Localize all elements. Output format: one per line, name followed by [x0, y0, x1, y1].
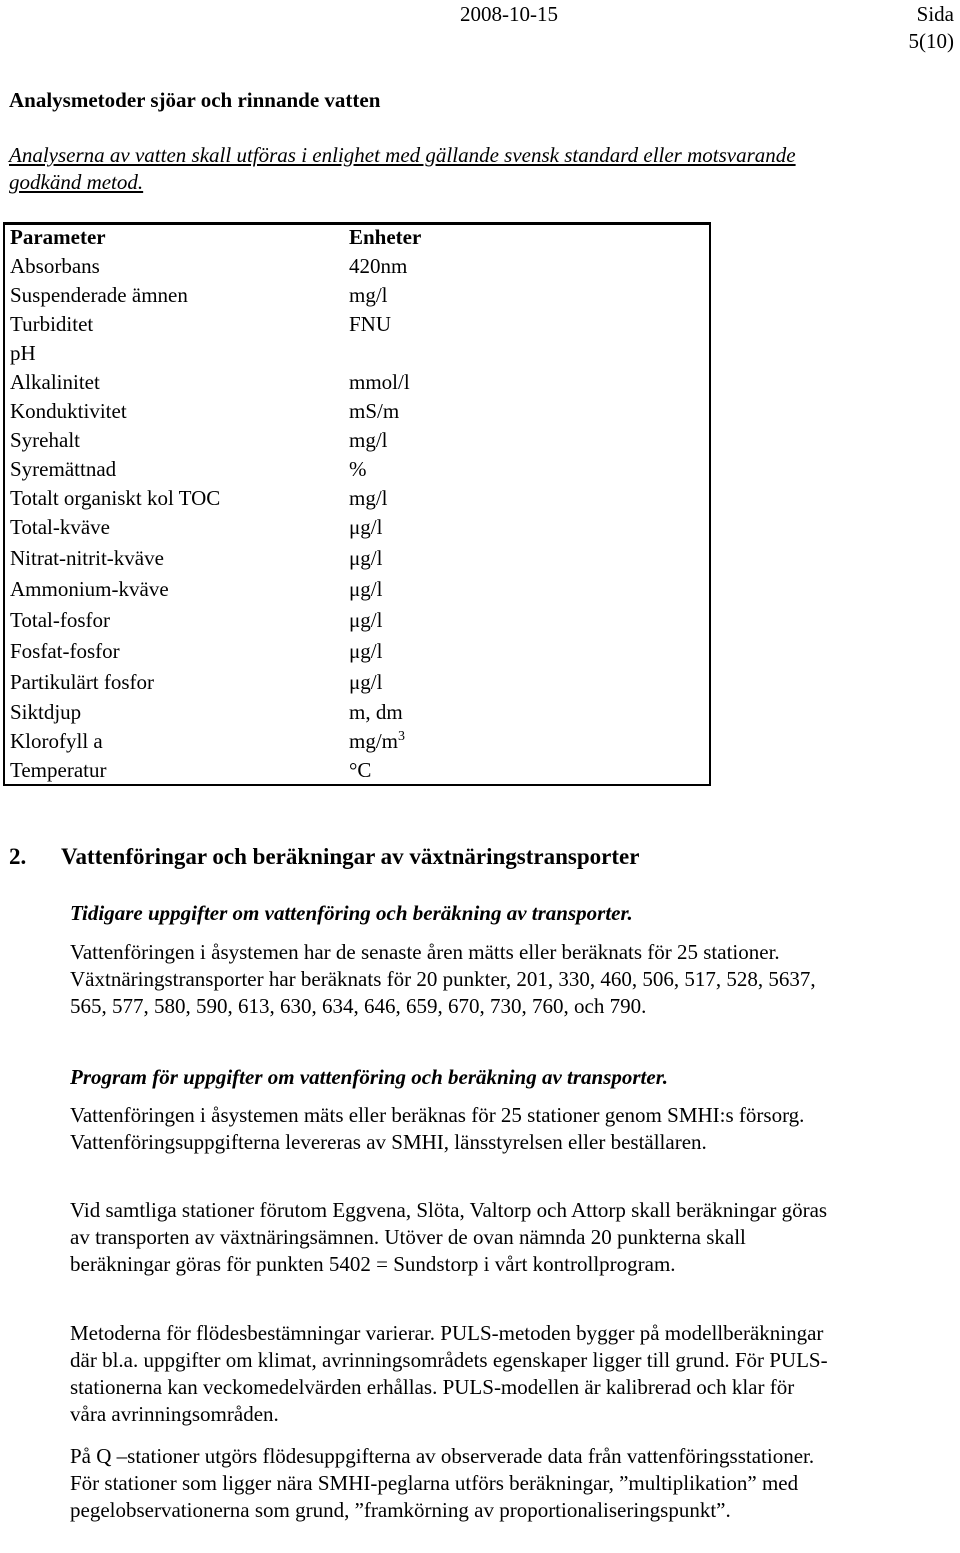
parameter-cell: Alkalinitet	[10, 370, 100, 394]
unit-text: μg/l	[349, 577, 383, 601]
table-row	[5, 253, 709, 282]
header-unit: Enheter	[349, 225, 422, 249]
unit-text: mmol/l	[349, 370, 410, 394]
table-row	[5, 728, 709, 757]
page-label: Sida	[916, 2, 954, 26]
parameter-cell: Total-kväve	[10, 515, 110, 539]
table-row	[5, 340, 709, 369]
unit-cell	[349, 545, 382, 572]
table-row	[5, 398, 709, 427]
unit-cell	[349, 456, 367, 483]
paragraph-transport-calc: Vid samtliga stationer förutom Eggvena, Slöta, Valtorp och Attorp skall beräkningar göras av transporten av växtnäringsämnen. Utöver de ovan nämnda 20 punkterna skall beräkningar göras för punkten 5402 = Sundstorp i vårt kontrollprogram.	[70, 1198, 828, 1276]
parameter-cell: pH	[10, 341, 36, 365]
table-row	[5, 427, 709, 456]
unit-cell	[349, 699, 403, 726]
table-row	[5, 699, 709, 728]
unit-text: °C	[349, 758, 372, 782]
unit-cell	[349, 311, 391, 338]
parameter-cell: Siktdjup	[10, 700, 82, 724]
page-number: 5(10)	[908, 29, 954, 53]
subheading-previous-data: Tidigare uppgifter om vattenföring och beräkning av transporter.	[70, 901, 633, 925]
unit-cell	[349, 282, 388, 309]
parameter-cell: Syrehalt	[10, 428, 80, 452]
table-row	[5, 282, 709, 311]
table-row	[5, 514, 709, 543]
table-row	[5, 545, 709, 574]
unit-cell	[349, 757, 371, 784]
section-heading: Analysmetoder sjöar och rinnande vatten	[9, 88, 381, 112]
paragraph-puls: Metoderna för flödesbestämningar varierar. PULS-metoden bygger på modellberäkningar där bl.a. uppgifter om klimat, avrinningsområdets egenskaper ligger till grund. För PULS-stationerna kan veckomedelvärden erhållas. PULS-modellen är kalibrerad och klar för våra avrinningsområden.	[70, 1321, 828, 1426]
parameter-cell: Konduktivitet	[10, 399, 127, 423]
table-row	[5, 456, 709, 485]
parameter-cell: Totalt organiskt kol TOC	[10, 486, 221, 510]
table-row	[5, 485, 709, 514]
parameter-cell: Nitrat-nitrit-kväve	[10, 546, 164, 570]
parameter-cell: Suspenderade ämnen	[10, 283, 188, 307]
parameter-cell: Temperatur	[10, 758, 107, 782]
parameter-cell: Ammonium-kväve	[10, 577, 169, 601]
parameter-cell: Partikulärt fosfor	[10, 670, 155, 694]
unit-text: %	[349, 457, 367, 481]
unit-text: mg/l	[349, 283, 388, 307]
unit-cell	[349, 669, 382, 696]
intro-text: Analyserna av vatten skall utföras i enlighet med gällande svensk standard eller motsvarande godkänd metod.	[9, 143, 796, 194]
chapter-title: Vattenföringar och beräkningar av växtnäringstransporter	[61, 844, 640, 869]
unit-text: μg/l	[349, 515, 383, 539]
unit-cell	[349, 253, 407, 280]
unit-text: μg/l	[349, 608, 383, 632]
unit-text: 420nm	[349, 254, 408, 278]
unit-cell	[349, 369, 410, 396]
parameter-cell: Klorofyll a	[10, 729, 103, 753]
table-row	[5, 607, 709, 636]
header-parameter: Parameter	[10, 225, 106, 249]
parameter-table	[3, 222, 711, 786]
unit-cell	[349, 485, 388, 512]
table-border-line	[5, 223, 709, 225]
page-indicator	[909, 1, 955, 55]
table-row	[5, 757, 709, 786]
table-header-row	[5, 224, 709, 253]
subheading-program: Program för uppgifter om vattenföring och beräkning av transporter.	[70, 1065, 668, 1089]
unit-text: μg/l	[349, 670, 383, 694]
unit-cell	[349, 607, 382, 634]
unit-text: mg/l	[349, 428, 388, 452]
unit-text: mg/l	[349, 486, 388, 510]
paragraph-smhi: Vattenföringen i åsystemen mäts eller beräknas för 25 stationer genom SMHI:s försorg. Vattenföringsuppgifterna levereras av SMHI, länsstyrelsen eller beställaren.	[70, 1103, 805, 1154]
parameter-cell: Absorbans	[10, 254, 100, 278]
unit-superscript: 3	[398, 729, 406, 744]
parameter-cell: Syremättnad	[10, 457, 117, 481]
unit-text: FNU	[349, 312, 392, 336]
parameter-cell: Total-fosfor	[10, 608, 110, 632]
unit-cell	[349, 398, 399, 425]
unit-cell	[349, 638, 382, 665]
unit-cell	[349, 728, 405, 755]
unit-cell	[349, 427, 388, 454]
table-row	[5, 576, 709, 605]
paragraph-previous-data: Vattenföringen i åsystemen har de senaste åren mätts eller beräknats för 25 stationer. Växtnäringstransporter har beräknats för 20 punkter, 201, 330, 460, 506, 517, 528, 5637, 565, 577, 580, 590, 613, 630, 634, 646, 659, 670, 730, 760, och 790.	[70, 940, 816, 1018]
table-row	[5, 369, 709, 398]
unit-text: mS/m	[349, 399, 400, 423]
table-row	[5, 669, 709, 698]
paragraph-q-stations: På Q –stationer utgörs flödesuppgifterna av observerade data från vattenföringsstationer. För stationer som ligger nära SMHI-peglarna utförs beräkningar, ”multiplikation” med pegelobservationerna som grund, ”framkörning av proportionaliseringspunkt”.	[70, 1444, 815, 1522]
parameter-cell: Turbiditet	[10, 312, 94, 336]
unit-cell	[349, 514, 382, 541]
unit-cell	[349, 576, 382, 603]
unit-text: μg/l	[349, 639, 383, 663]
chapter-heading	[9, 843, 639, 870]
unit-text: μg/l	[349, 546, 383, 570]
parameter-cell: Fosfat-fosfor	[10, 639, 120, 663]
table-row	[5, 638, 709, 667]
table-row	[5, 311, 709, 340]
document-date: 2008-10-15	[460, 2, 558, 26]
unit-text: mg/m	[349, 729, 399, 753]
chapter-number: 2.	[9, 844, 27, 869]
unit-text: m, dm	[349, 700, 403, 724]
